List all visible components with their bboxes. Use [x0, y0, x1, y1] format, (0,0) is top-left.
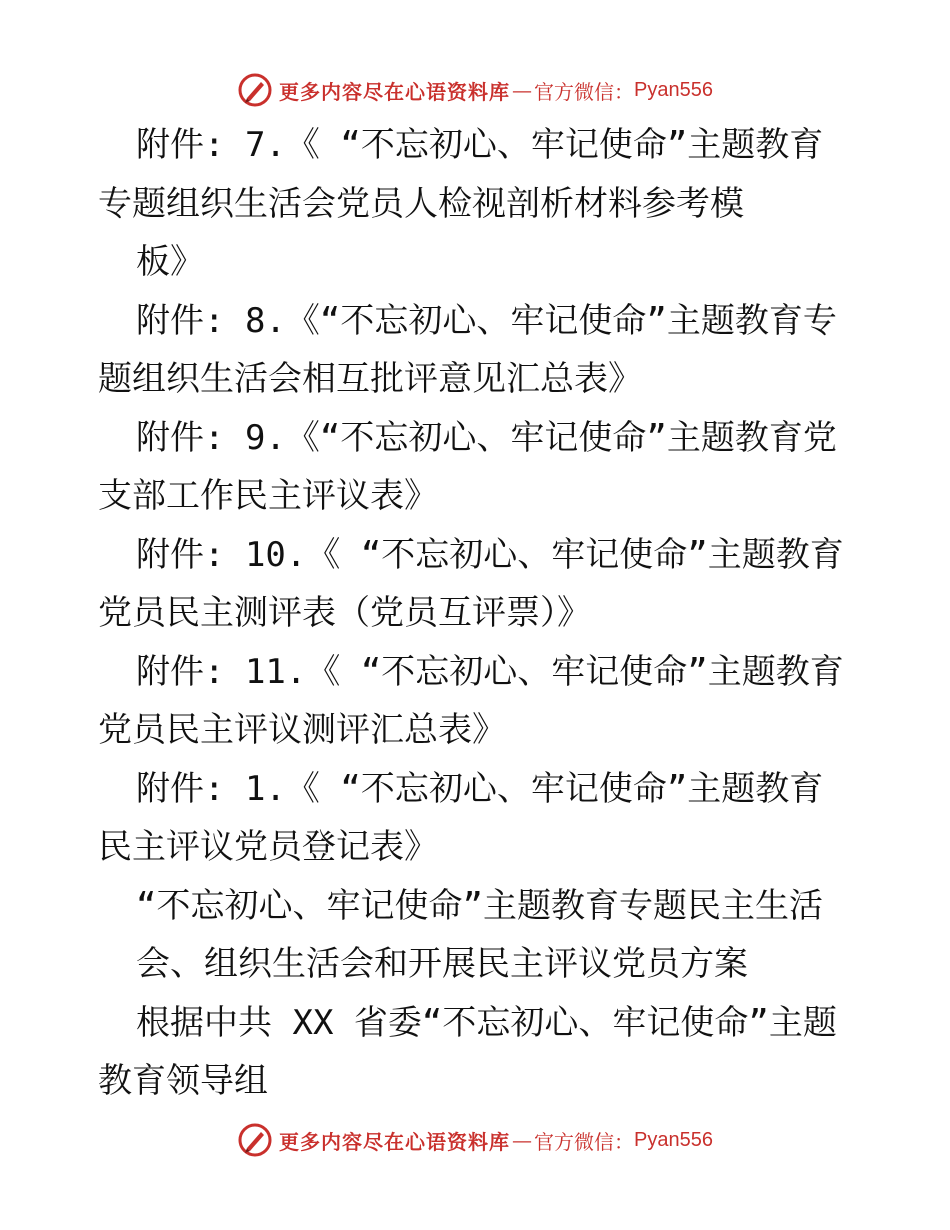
text-line: 专题组织生活会党员人检视剖析材料参考模 [98, 183, 744, 224]
text-line: 附件: 1.《 “不忘初心、牢记使命”主题教育 [136, 768, 824, 809]
pen-logo-icon [237, 72, 273, 108]
banner-title: 更多内容尽在心语资料库 [279, 79, 511, 104]
text-line: 根据中共 XX 省委“不忘初心、牢记使命”主题 [136, 1002, 837, 1043]
banner-wechat-id: Pyan556 [634, 1128, 713, 1151]
header-banner [0, 70, 950, 110]
banner-wechat-label: 官方微信： [534, 79, 635, 104]
document-body [98, 116, 858, 1111]
text-line: 附件: 7.《 “不忘初心、牢记使命”主题教育 [136, 125, 824, 165]
text-line: “不忘初心、牢记使命”主题教育专题民主生活 [136, 885, 823, 926]
text-line: 会、组织生活会和开展民主评议党员方案 [136, 944, 748, 984]
text-line: 板》 [136, 242, 204, 282]
text-line: 附件: 10.《 “不忘初心、牢记使命”主题教育 [136, 534, 844, 575]
banner-separator: — [512, 1128, 533, 1152]
text-line: 附件: 9.《“不忘初心、牢记使命”主题教育党 [136, 417, 837, 458]
text-line: 教育领导组 [98, 1061, 268, 1101]
banner-title: 更多内容尽在心语资料库 [279, 1129, 511, 1154]
text-line: 题组织生活会相互批评意见汇总表》 [98, 359, 642, 399]
banner-separator: — [512, 78, 533, 102]
text-line: 附件: 8.《“不忘初心、牢记使命”主题教育专 [136, 300, 837, 341]
pen-logo-icon [237, 1122, 273, 1158]
banner-wechat-label: 官方微信： [534, 1129, 635, 1154]
text-line: 支部工作民主评议表》 [98, 476, 438, 516]
text-line: 党员民主评议测评汇总表》 [98, 710, 506, 750]
footer-banner [0, 1120, 950, 1160]
banner-wechat-id: Pyan556 [634, 78, 713, 101]
text-line: 民主评议党员登记表》 [98, 827, 438, 867]
text-line: 附件: 11.《 “不忘初心、牢记使命”主题教育 [136, 651, 844, 692]
text-line: 党员民主测评表（党员互评票）》 [98, 593, 591, 633]
